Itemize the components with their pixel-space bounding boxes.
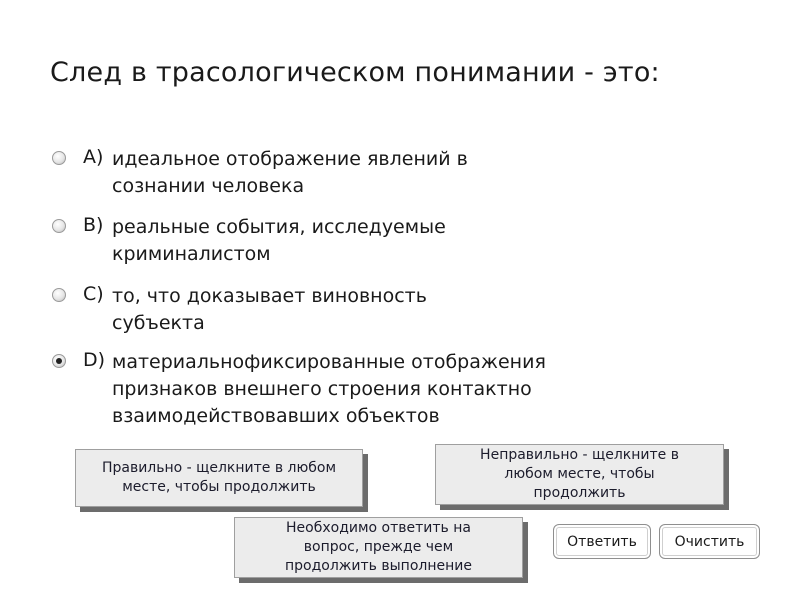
question-title: След в трасологическом понимании - это: (50, 57, 660, 88)
radio-b[interactable] (52, 219, 66, 233)
feedback-correct-line-2: месте, чтобы продолжить (122, 479, 316, 495)
option-c-text (112, 283, 427, 337)
radio-a[interactable] (52, 151, 66, 165)
submit-button[interactable]: Ответить (553, 524, 651, 559)
feedback-incorrect-line-3: продолжить (533, 485, 626, 501)
option-c-line-1: то, что доказывает виновность (112, 285, 427, 307)
radio-c[interactable] (52, 288, 66, 302)
feedback-answer-required[interactable] (234, 517, 523, 578)
option-a-line-2: сознании человека (112, 175, 305, 197)
feedback-required-line-3: продолжить выполнение (285, 558, 472, 574)
option-a-letter: A) (83, 146, 104, 168)
option-d-letter: D) (83, 349, 106, 371)
feedback-correct-line-1: Правильно - щелкните в любом (101, 460, 337, 476)
option-d-line-2: признаков внешнего строения контактно (112, 378, 532, 400)
option-d-line-1: материальнофиксированные отображения (112, 351, 546, 373)
option-b-line-2: криминалистом (112, 243, 271, 265)
option-d-line-3: взаимодействовавших объектов (112, 405, 440, 427)
option-a-line-1: идеальное отображение явлений в (112, 148, 468, 170)
option-d-text (112, 349, 546, 430)
feedback-incorrect[interactable] (435, 444, 724, 505)
feedback-required-line-2: вопрос, прежде чем (303, 539, 454, 555)
feedback-incorrect-line-1: Неправильно - щелкните в (480, 447, 679, 463)
option-c-letter: C) (83, 283, 104, 305)
option-c-line-2: субъекта (112, 312, 205, 334)
option-b-text (112, 214, 446, 268)
radio-d[interactable] (52, 354, 66, 368)
option-a-text (112, 146, 468, 200)
clear-button[interactable]: Очистить (659, 524, 760, 559)
feedback-incorrect-line-2: любом месте, чтобы (504, 466, 655, 482)
feedback-required-line-1: Необходимо ответить на (286, 520, 471, 536)
option-b-letter: B) (83, 214, 104, 236)
option-b-line-1: реальные события, исследуемые (112, 216, 446, 238)
feedback-correct[interactable] (75, 449, 363, 507)
